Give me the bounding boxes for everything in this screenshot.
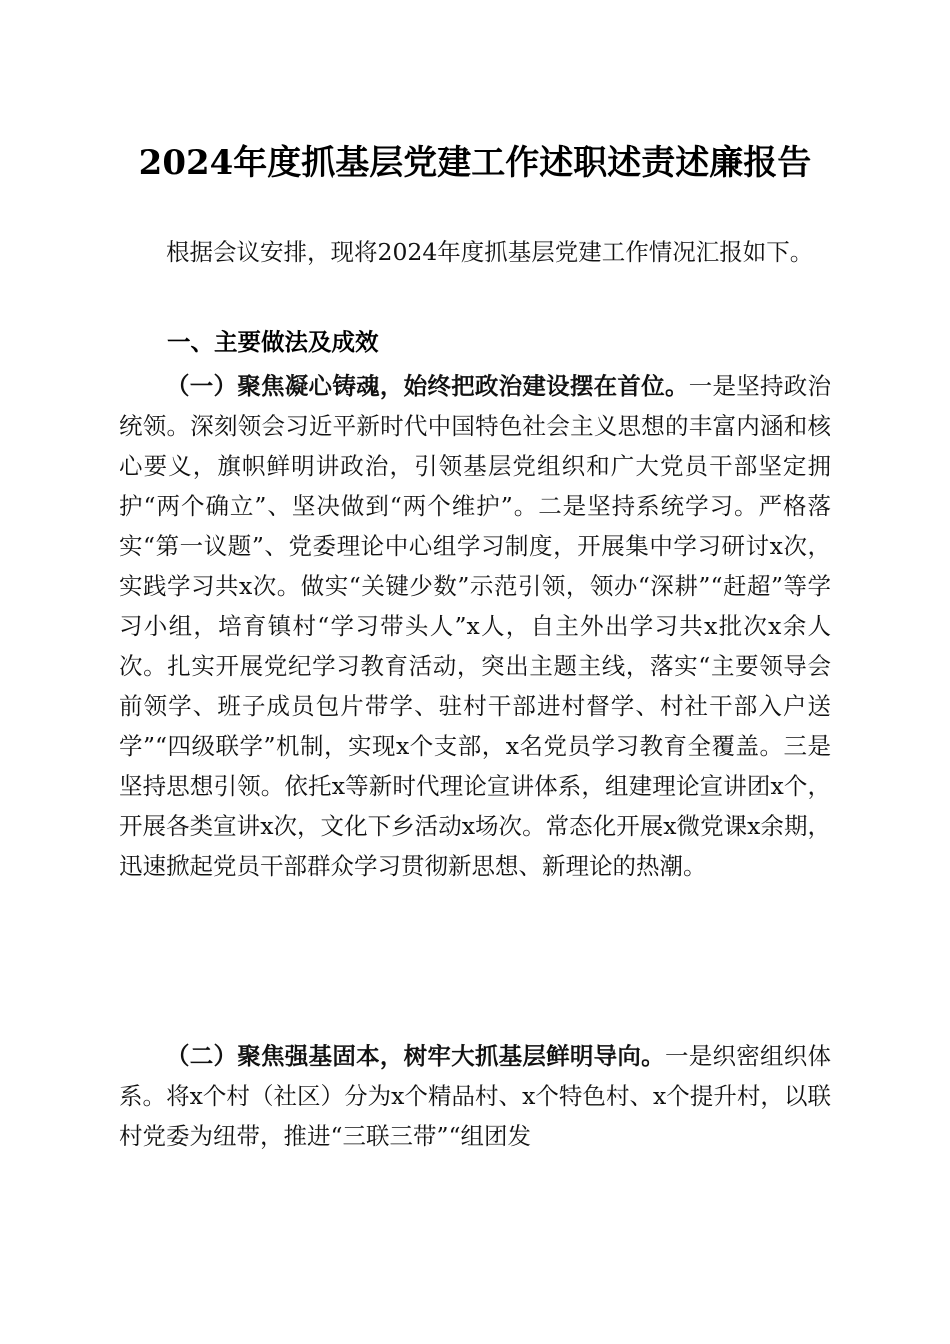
paragraph-lead-1: （一）聚焦凝心铸魂，始终把政治建设摆在首位。 xyxy=(166,372,689,400)
paragraph-section-2 xyxy=(119,1036,831,1156)
paragraph-text-1: 一是坚持政治统领。深刻领会习近平新时代中国特色社会主义思想的丰富内涵和核心要义，旗帜鲜明讲政治，引领基层党组织和广大党员干部坚定拥护“两个确立”、坚决做到“两个维护”。二是坚持系统学习。严格落实“第一议题”、党委理论中心组学习制度，开展集中学习研讨x次，实践学习共x次。做实“关键少数”示范引领，领办“深耕”“赶超”等学习小组，培育镇村“学习带头人”x人，自主外出学习共x批次x余人次。扎实开展党纪学习教育活动，突出主题主线，落实“主要领导会前领学、班子成员包片带学、驻村干部进村督学、村社干部入户送学”“四级联学”机制，实现x个支部，x名党员学习教育全覆盖。三是坚持思想引领。依托x等新时代理论宣讲体系，组建理论宣讲团x个，开展各类宣讲x次，文化下乡活动x场次。常态化开展x微党课x余期，迅速掀起党员干部群众学习贯彻新思想、新理论的热潮。 xyxy=(119,372,831,880)
section-heading-1: 一、主要做法及成效 xyxy=(167,328,379,356)
paragraph-section-1 xyxy=(119,366,831,886)
paragraph-lead-2: （二）聚焦强基固本，树牢大抓基层鲜明导向。 xyxy=(166,1042,665,1070)
document-title: 2024年度抓基层党建工作述职述责述廉报告 xyxy=(138,143,812,183)
paragraph-text-2: 一是织密组织体系。将x个村（社区）分为x个精品村、x个特色村、x个提升村，以联村党委为纽带，推进“三联三带”“组团发 xyxy=(119,1042,832,1150)
intro-paragraph: 根据会议安排，现将2024年度抓基层党建工作情况汇报如下。 xyxy=(166,238,814,266)
